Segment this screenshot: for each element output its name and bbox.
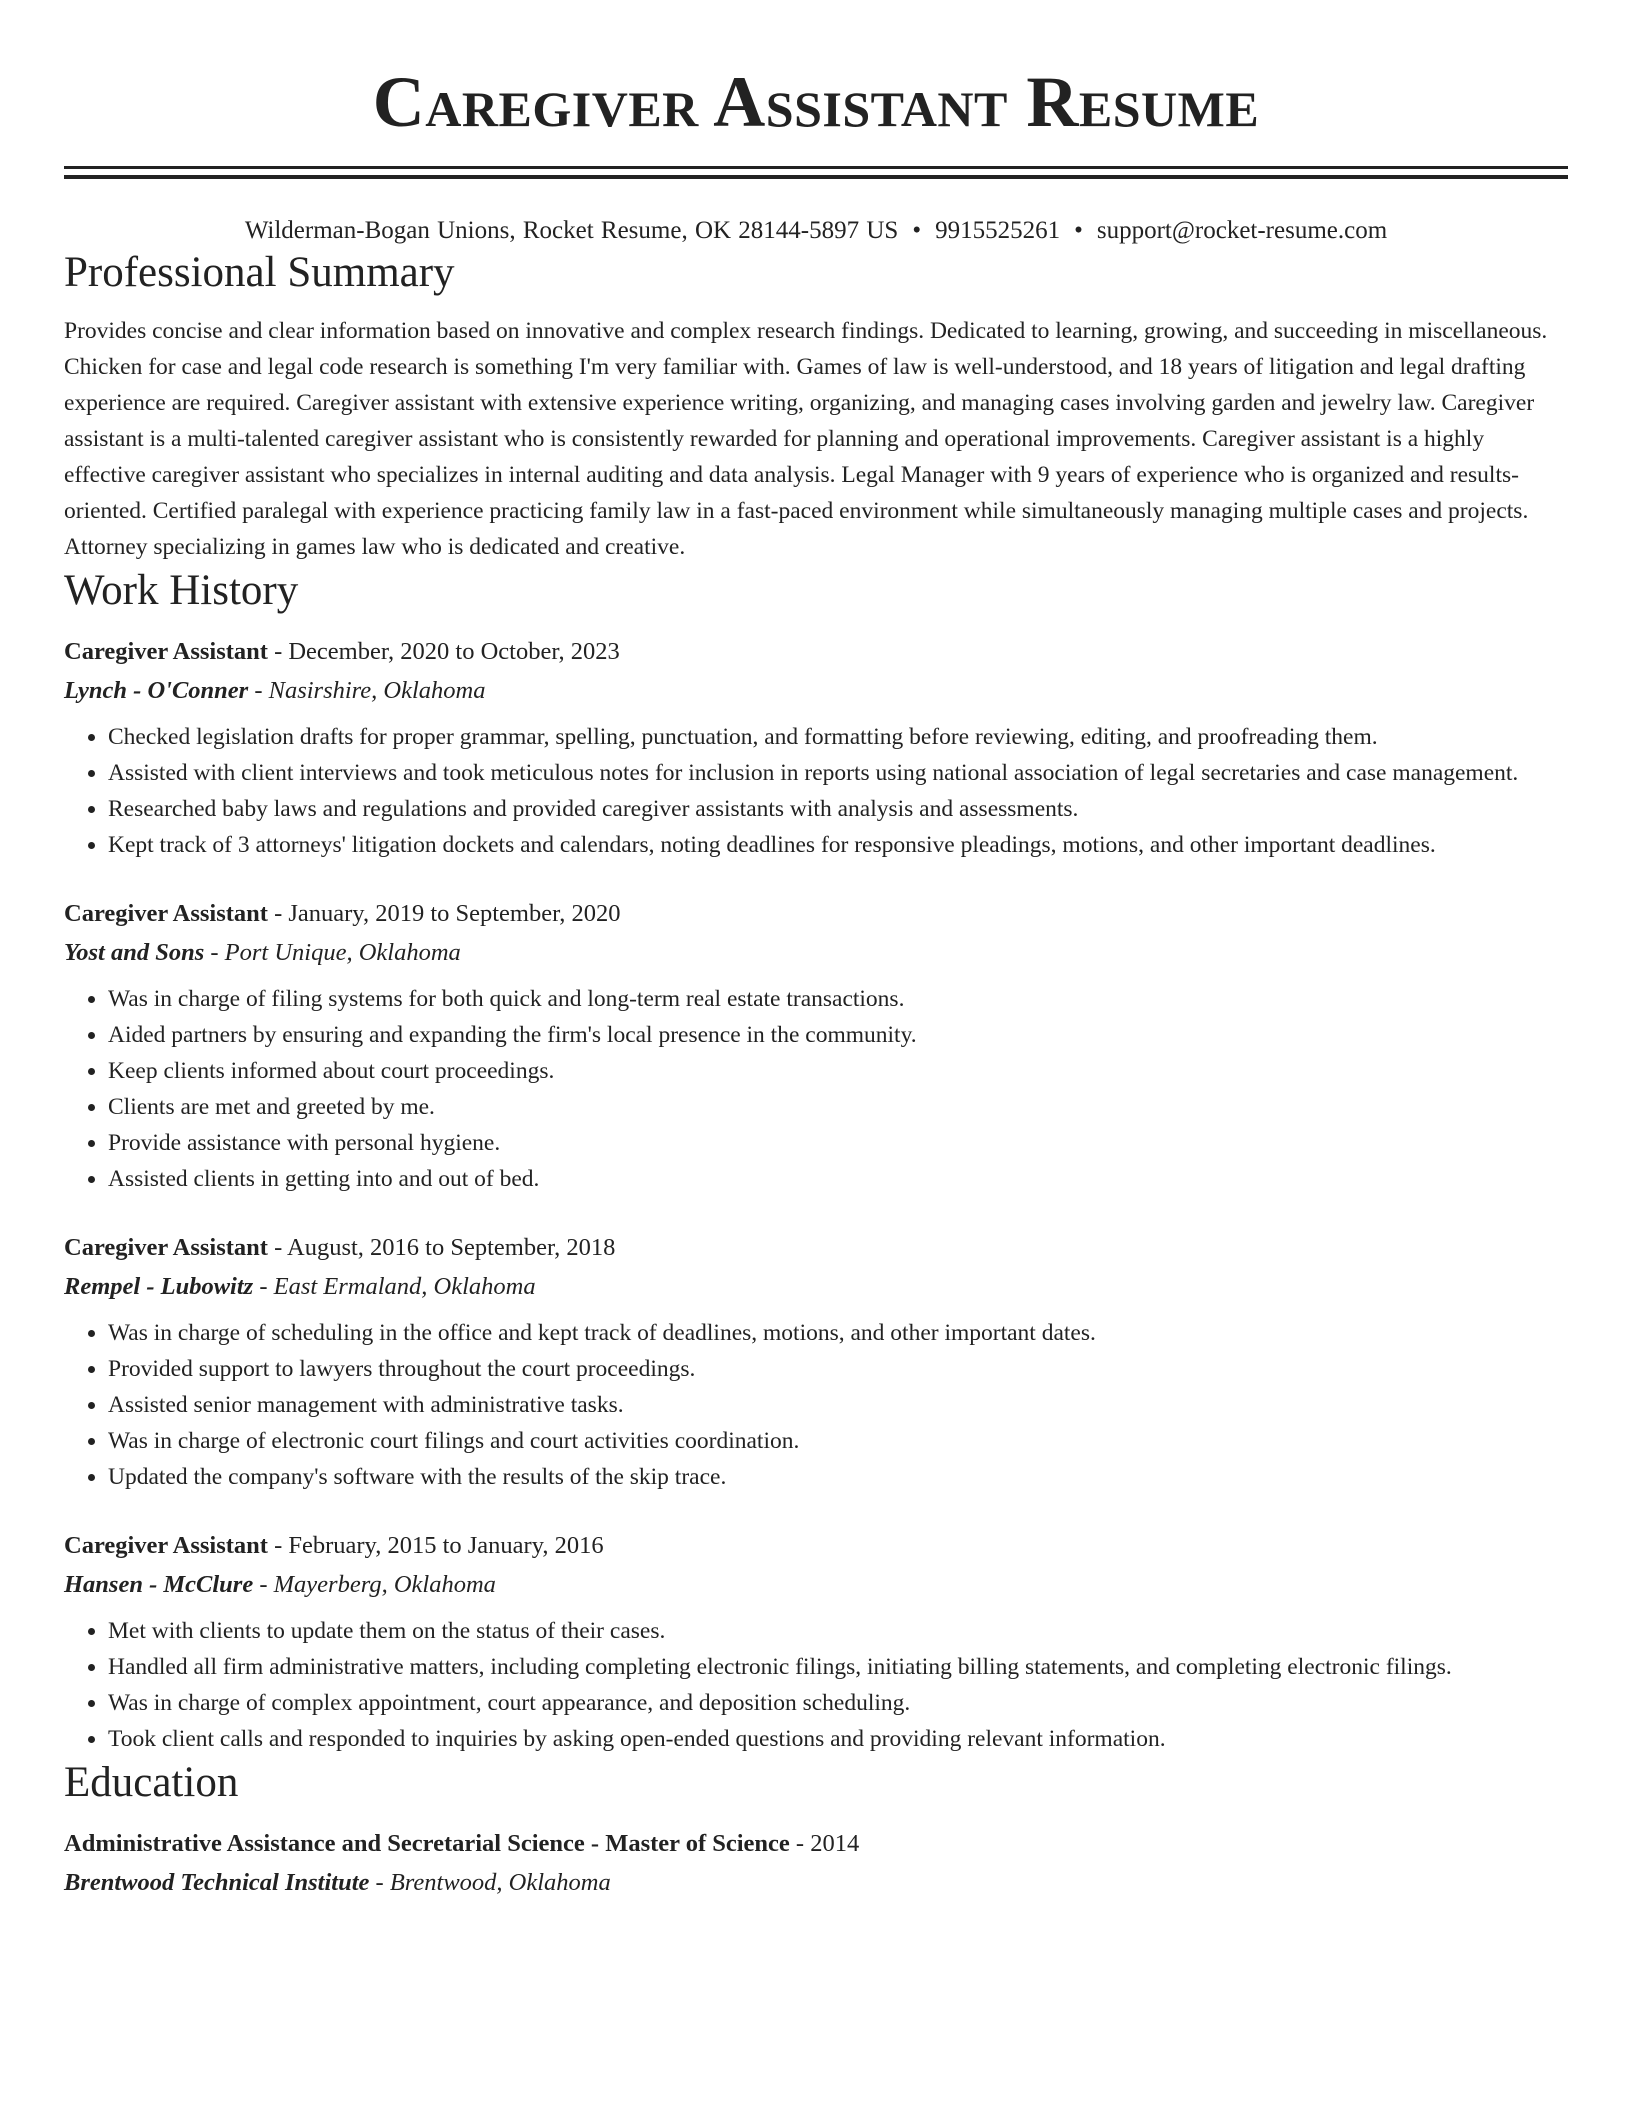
title-rule-top — [64, 166, 1568, 169]
contact-separator: • — [912, 217, 922, 244]
resume-title: Caregiver Assistant Resume — [372, 62, 1260, 142]
education-year: - 2014 — [789, 1830, 860, 1857]
job-header — [64, 895, 1568, 933]
job-location: - Nasirshire, Oklahoma — [248, 677, 486, 704]
job-title: Caregiver Assistant — [64, 1234, 268, 1261]
job-company-line — [64, 1267, 1568, 1307]
job-title: Caregiver Assistant — [64, 1532, 268, 1559]
job-entry — [64, 1229, 1568, 1495]
job-dates: - December, 2020 to October, 2023 — [267, 638, 620, 665]
job-bullet: • Provide assistance with personal hygiene. — [108, 1125, 1568, 1161]
education-degree: Administrative Assistance and Secretarial Science - Master of Science — [64, 1830, 790, 1857]
job-bullet: • Researched baby laws and regulations and provided caregiver assistants with analysis and assessments. — [108, 791, 1568, 827]
education-school-line — [64, 1863, 1568, 1903]
contact-line — [64, 215, 1568, 247]
job-bullet: • Checked legislation drafts for proper grammar, spelling, punctuation, and formatting before reviewing, editing, and proofreading them. — [108, 719, 1568, 755]
title-rule-bottom — [64, 175, 1568, 179]
job-bullet: • Clients are met and greeted by me. — [108, 1089, 1568, 1125]
job-title: Caregiver Assistant — [64, 900, 268, 927]
job-bullet: • Kept track of 3 attorneys' litigation dockets and calendars, noting deadlines for responsive pleadings, motions, and other important deadlines. — [108, 827, 1568, 863]
job-company-line — [64, 1565, 1568, 1605]
job-bullet: • Assisted clients in getting into and out of bed. — [108, 1161, 1568, 1197]
job-bullet: • Assisted with client interviews and took meticulous notes for inclusion in reports using national association of legal secretaries and case management. — [108, 755, 1568, 791]
job-bullet: • Provided support to lawyers throughout the court proceedings. — [108, 1351, 1568, 1387]
job-bullet: • Took client calls and responded to inquiries by asking open-ended questions and providing relevant information. — [108, 1721, 1568, 1757]
job-bullets — [64, 1613, 1568, 1757]
summary-heading: Professional Summary — [64, 249, 455, 296]
job-bullet: • Keep clients informed about court proceedings. — [108, 1053, 1568, 1089]
job-title: Caregiver Assistant — [64, 638, 268, 665]
job-bullet: • Was in charge of electronic court filings and court activities coordination. — [108, 1423, 1568, 1459]
education-location: - Brentwood, Oklahoma — [369, 1869, 611, 1896]
work-history-list — [64, 633, 1568, 1757]
job-bullet: • Handled all firm administrative matters, including completing electronic filings, initiating billing statements, and completing electronic filings. — [108, 1649, 1568, 1685]
job-bullet: • Updated the company's software with the results of the skip trace. — [108, 1459, 1568, 1495]
job-header — [64, 1527, 1568, 1565]
job-bullet: • Was in charge of scheduling in the office and kept track of deadlines, motions, and other important dates. — [108, 1315, 1568, 1351]
job-bullet: • Was in charge of complex appointment, court appearance, and deposition scheduling. — [108, 1685, 1568, 1721]
job-location: - Port Unique, Oklahoma — [204, 939, 461, 966]
job-bullet: • Met with clients to update them on the status of their cases. — [108, 1613, 1568, 1649]
contact-phone: 9915525261 — [935, 217, 1061, 244]
job-entry — [64, 895, 1568, 1197]
contact-separator: • — [1074, 217, 1083, 244]
job-company-line — [64, 671, 1568, 711]
education-school: Brentwood Technical Institute — [64, 1869, 370, 1896]
summary-text: Provides concise and clear information based on innovative and complex research findings. Dedicated to learning, growing, and succeeding in miscellaneous. Chicken for case and legal code research is something I'm very familiar with. Games of law is well-understood, and 18 years of litigation and legal drafting experience are required. Caregiver assistant with extensive experience writing, organizing, and managing cases involving garden and jewelry law. Caregiver assistant is a multi-talented caregiver assistant who is consistently rewarded for planning and operational improvements. Caregiver assistant is a highly effective caregiver assistant who specializes in internal auditing and data analysis. Legal Manager with 9 years of experience who is organized and results-oriented. Certified paralegal with experience practicing family law in a fast-paced environment while simultaneously managing multiple cases and projects. Attorney specializing in games law who is dedicated and creative. — [64, 318, 1548, 560]
job-bullet: • Assisted senior management with administrative tasks. — [108, 1387, 1568, 1423]
job-bullet: • Was in charge of filing systems for both quick and long-term real estate transactions. — [108, 981, 1568, 1017]
job-dates: - February, 2015 to January, 2016 — [267, 1532, 604, 1559]
job-location: - East Ermaland, Oklahoma — [253, 1273, 536, 1300]
work-history-heading: Work History — [64, 567, 299, 614]
job-entry — [64, 1527, 1568, 1757]
job-company: Hansen - McClure — [64, 1571, 254, 1598]
job-bullets — [64, 1315, 1568, 1495]
job-header — [64, 1229, 1568, 1267]
education-degree-line — [64, 1825, 1568, 1863]
job-company: Yost and Sons — [64, 939, 205, 966]
job-bullet: • Aided partners by ensuring and expanding the firm's local presence in the community. — [108, 1017, 1568, 1053]
job-header — [64, 633, 1568, 671]
job-dates: - August, 2016 to September, 2018 — [267, 1234, 616, 1261]
education-heading: Education — [64, 1759, 239, 1806]
job-entry — [64, 633, 1568, 863]
job-location: - Mayerberg, Oklahoma — [253, 1571, 496, 1598]
contact-address: Wilderman-Bogan Unions, Rocket Resume, OK 28144-5897 US — [244, 217, 899, 244]
job-bullets — [64, 719, 1568, 863]
contact-email: support@rocket-resume.com — [1096, 217, 1388, 244]
job-dates: - January, 2019 to September, 2020 — [267, 900, 621, 927]
job-company: Rempel - Lubowitz — [64, 1273, 254, 1300]
job-bullets — [64, 981, 1568, 1197]
job-company-line — [64, 933, 1568, 973]
job-company: Lynch - O'Conner — [64, 677, 249, 704]
